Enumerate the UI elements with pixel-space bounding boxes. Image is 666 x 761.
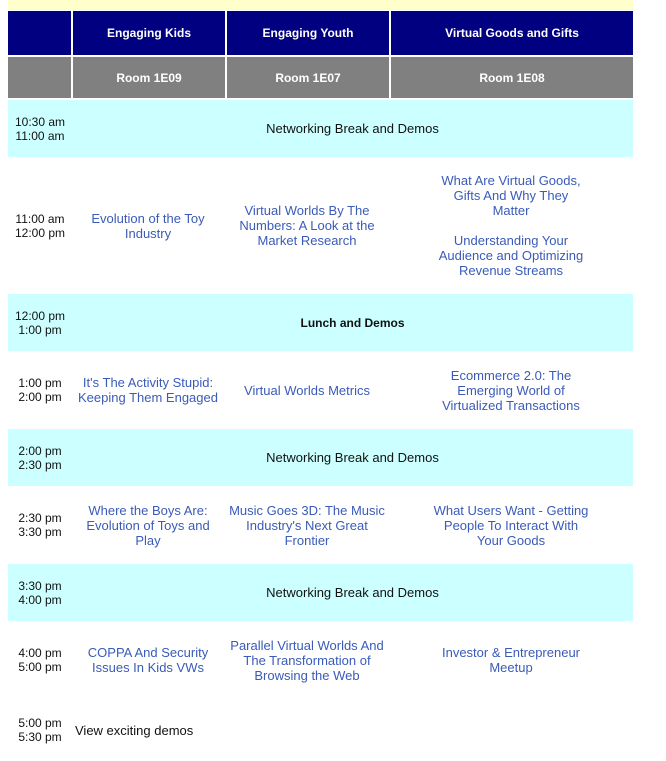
schedule-row — [8, 100, 633, 157]
session-link[interactable]: Ecommerce 2.0: The Emerging World of Virtualized Transactions — [442, 367, 580, 413]
demos-label: View exciting demos — [75, 722, 194, 738]
session-link[interactable]: Where the Boys Are: Evolution of Toys and Play — [86, 502, 210, 548]
schedule-row — [8, 429, 633, 486]
session-link[interactable]: Virtual Worlds By The Numbers: A Look at the Market Research — [239, 203, 375, 248]
room-header-row — [8, 57, 633, 98]
room-corner — [8, 57, 71, 98]
schedule-row — [8, 621, 633, 699]
time-slot: 2:30 pm 3:30 pm — [18, 511, 62, 539]
break-label: Networking Break and Demos — [266, 450, 439, 465]
schedule-row — [8, 351, 633, 429]
schedule-row — [8, 294, 633, 351]
room-label-1e09: Room 1E09 — [73, 57, 225, 98]
time-slot: 11:00 am 12:00 pm — [14, 211, 66, 240]
time-slot: 12:00 pm 1:00 pm — [14, 308, 66, 337]
schedule-row — [8, 564, 633, 621]
header-corner — [8, 11, 71, 55]
time-slot: 10:30 am 11:00 am — [14, 114, 66, 143]
schedule-row — [8, 157, 633, 294]
track-header-youth: Engaging Youth — [227, 11, 389, 55]
lunch-label: Lunch and Demos — [300, 315, 405, 330]
session-link[interactable]: Evolution of the Toy Industry — [91, 210, 205, 241]
track-header-row — [8, 11, 633, 55]
schedule-table — [8, 11, 633, 761]
time-slot: 1:00 pm 2:00 pm — [18, 376, 62, 404]
room-label-1e08: Room 1E08 — [391, 57, 633, 98]
schedule-row — [8, 699, 633, 761]
session-link[interactable]: It's The Activity Stupid: Keeping Them Engaged — [78, 375, 218, 405]
schedule-row — [8, 486, 633, 564]
session-link[interactable]: Parallel Virtual Worlds And The Transformation of Browsing the Web — [230, 637, 384, 683]
time-slot: 5:00 pm 5:30 pm — [18, 716, 62, 744]
break-label: Networking Break and Demos — [266, 585, 439, 600]
room-label-1e07: Room 1E07 — [227, 57, 389, 98]
top-strip — [8, 0, 633, 10]
break-label: Networking Break and Demos — [266, 121, 439, 136]
time-slot: 3:30 pm 4:00 pm — [18, 578, 62, 607]
session-link[interactable]: Understanding Your Audience and Optimizing Revenue Streams — [438, 233, 584, 278]
session-link[interactable]: Music Goes 3D: The Music Industry's Next Great Frontier — [229, 502, 385, 548]
track-header-virtual-goods: Virtual Goods and Gifts — [391, 11, 633, 55]
session-link[interactable]: What Users Want - Getting People To Interact With Your Goods — [433, 502, 589, 548]
time-slot: 4:00 pm 5:00 pm — [18, 646, 62, 674]
session-link[interactable]: What Are Virtual Goods, Gifts And Why They Matter — [441, 173, 581, 218]
track-header-kids: Engaging Kids — [73, 11, 225, 55]
session-link[interactable]: Investor & Entrepreneur Meetup — [441, 645, 581, 675]
session-link[interactable]: COPPA And Security Issues In Kids VWs — [87, 645, 209, 675]
time-slot: 2:00 pm 2:30 pm — [18, 443, 62, 472]
session-link[interactable]: Virtual Worlds Metrics — [244, 382, 370, 398]
